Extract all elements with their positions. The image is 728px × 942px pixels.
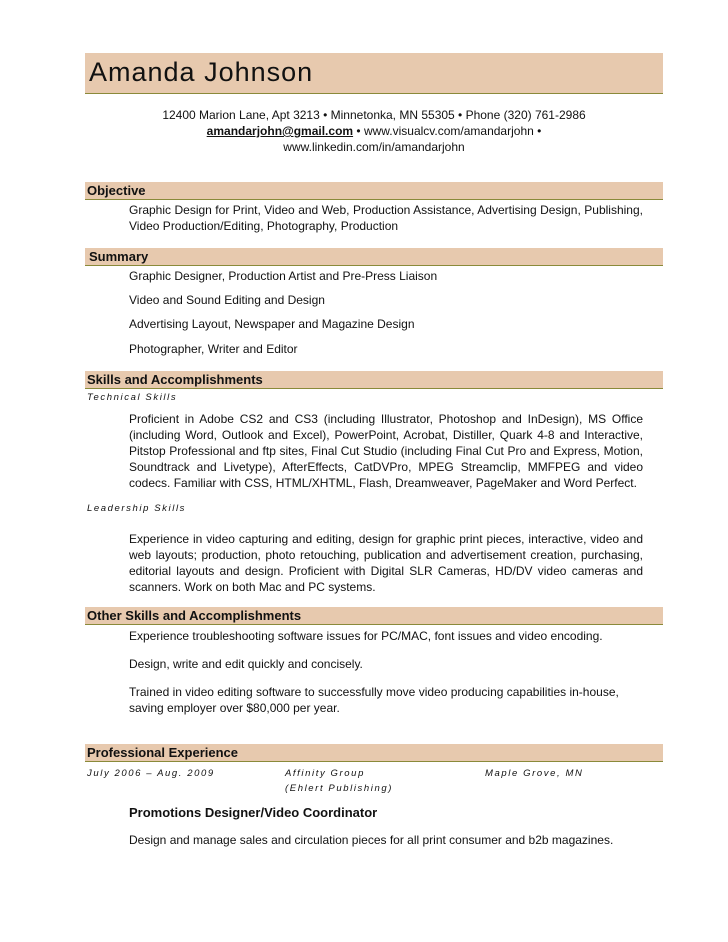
contact-address: 12400 Marion Lane, Apt 3213 • Minnetonka, MN 55305 • Phone (320) 761-2986 (162, 108, 586, 122)
email-link[interactable]: amandarjohn@gmail.com (206, 124, 354, 138)
summary-item: Advertising Layout, Newspaper and Magazine Design (129, 317, 415, 331)
section-title: Objective (87, 183, 146, 198)
visualcv-text: • www.visualcv.com/amandarjohn • (353, 124, 542, 138)
company-note: (Ehlert Publishing) (285, 783, 394, 794)
job-dates: July 2006 – Aug. 2009 (87, 768, 215, 779)
technical-skills-text: Proficient in Adobe CS2 and CS3 (including Illustrator, Photoshop and InDesign), MS Office (including Word, Outlook and Excel), PowerPoint, Acrobat, Distiller, Quark 4-8 and Interactive, Pitstop Professional and ftp sites, Final Cut Studio (including Final Cut Pro and Express, Motion, Soundtrack and Livetype), AfterEffects, CatDVPro, MPEG Streamclip, MMFPEG and video codecs. Familiar with CSS, HTML/XHTML, Flash, Dreamweaver, PageMaker and Word Perfect. (129, 412, 643, 490)
job-company (285, 766, 393, 796)
leadership-skills-label: Leadership Skills (87, 503, 187, 514)
other-skill-item: Trained in video editing software to successfully move video producing capabilities in-house, saving employer over $80,000 per year. (129, 685, 619, 715)
job-description: Design and manage sales and circulation pieces for all print consumer and b2b magazines. (129, 833, 614, 847)
name-header (85, 53, 663, 94)
experience-header (85, 744, 663, 762)
leadership-skills-text: Experience in video capturing and editing, design for graphic print pieces, interactive, video and web layouts; production, photo retouching, publication and advertisement creation, purchasing, editorial layouts and design. Proficient with Digital SLR Cameras, HD/DV video cameras and scanners. Work on both Mac and PC systems. (129, 532, 643, 594)
objective-text: Graphic Design for Print, Video and Web, Production Assistance, Advertising Design, Publishing, Video Production/Editing, Photography, Production (129, 203, 643, 233)
contact-web (85, 123, 663, 139)
summary-item: Photographer, Writer and Editor (129, 342, 298, 356)
section-title: Professional Experience (87, 745, 239, 760)
summary-item: Graphic Designer, Production Artist and Pre-Press Liaison (129, 269, 438, 283)
objective-header (85, 182, 663, 200)
other-skills-header (85, 607, 663, 625)
summary-item: Video and Sound Editing and Design (129, 293, 325, 307)
contact-linkedin: www.linkedin.com/in/amandarjohn (283, 140, 465, 154)
job-location: Maple Grove, MN (485, 768, 584, 779)
section-title: Summary (89, 249, 149, 264)
technical-skills-label: Technical Skills (87, 392, 178, 403)
other-skill-item: Experience troubleshooting software issues for PC/MAC, font issues and video encoding. (129, 629, 603, 643)
section-title: Other Skills and Accomplishments (87, 608, 302, 623)
section-title: Skills and Accomplishments (87, 372, 263, 387)
summary-header (85, 248, 663, 266)
job-title: Promotions Designer/Video Coordinator (129, 805, 378, 820)
candidate-name: Amanda Johnson (89, 57, 314, 87)
skills-header (85, 371, 663, 389)
other-skill-item: Design, write and edit quickly and concisely. (129, 657, 363, 671)
company-name: Affinity Group (285, 768, 365, 779)
